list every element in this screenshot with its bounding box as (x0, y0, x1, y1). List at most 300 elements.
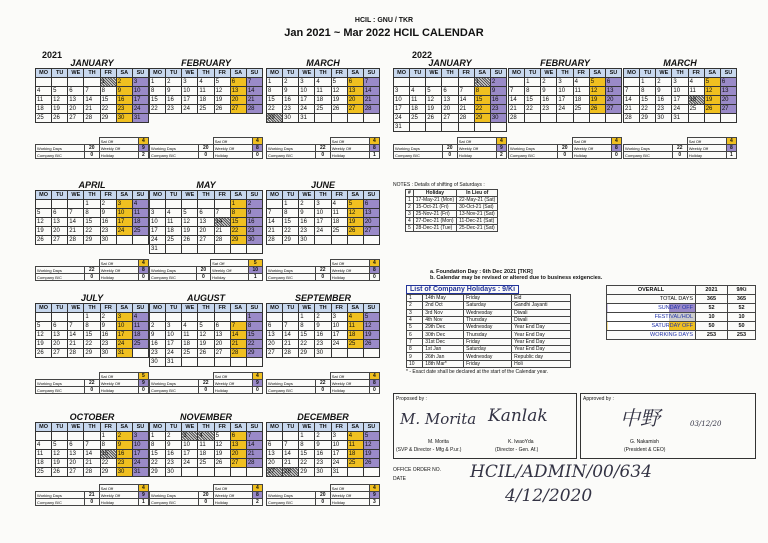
overall-cell: 10 (728, 313, 756, 322)
day-cell: 19 (182, 227, 198, 236)
day-cell: 30 (117, 468, 133, 477)
day-cell: 28 (215, 236, 231, 245)
day-cell: 19 (52, 105, 68, 114)
notes-row (406, 225, 498, 232)
day-cell: 1 (101, 78, 117, 87)
day-cell: 28 (459, 114, 475, 123)
day-cell: 25 (348, 340, 364, 349)
day-cell: 8 (525, 87, 541, 96)
day-cell: 28 (247, 105, 263, 114)
overall-row (607, 322, 756, 331)
day-cell: 6 (442, 87, 458, 96)
day-cell: 6 (231, 78, 247, 87)
working-days-value: 22 (198, 380, 213, 387)
day-cell: 12 (426, 96, 442, 105)
day-cell: 11 (36, 450, 52, 459)
day-cell: 25 (332, 227, 348, 236)
notes-cell: 4 (406, 218, 414, 225)
day-cell: 19 (52, 459, 68, 468)
notes-cell: 25-Dec-21 (Sat) (457, 225, 498, 232)
day-cell: 1 (150, 432, 166, 441)
holiday-cell: Republic day (512, 353, 571, 360)
company-bc-label: Company B/C (267, 152, 316, 159)
day-header: FR (574, 69, 590, 78)
month-grid (508, 68, 622, 123)
empty-cell (442, 123, 458, 132)
day-cell: 20 (68, 459, 84, 468)
overall-row (607, 313, 756, 322)
signer-1-name: M. Morita (428, 439, 449, 445)
sat-off-label: Sat Off (330, 260, 369, 267)
day-cell: 15 (84, 331, 100, 340)
overall-cell: 365 (728, 295, 756, 304)
day-cell: 20 (721, 96, 737, 105)
day-cell: 22 (84, 227, 100, 236)
holiday-cell: 3 (407, 309, 423, 316)
working-days-value: 22 (84, 267, 99, 274)
day-header: WE (182, 423, 198, 432)
day-cell: 26 (705, 105, 721, 114)
day-cell: 9 (656, 87, 672, 96)
month-summary (266, 259, 380, 278)
day-cell: 11 (133, 209, 149, 218)
month-grid (35, 303, 149, 358)
day-cell: 1 (84, 200, 100, 209)
weekly-off-label: Weekly Off (330, 492, 369, 499)
day-cell: 13 (267, 331, 283, 340)
day-cell: 20 (215, 340, 231, 349)
empty-cell (574, 114, 590, 123)
day-cell: 3 (166, 322, 182, 331)
notes-table (405, 189, 498, 232)
day-cell: 31 (133, 468, 149, 477)
sat-off-label: Sat Off (99, 485, 138, 492)
day-header: TU (283, 191, 299, 200)
empty-cell (541, 114, 557, 123)
day-cell: 21 (624, 105, 640, 114)
holidays-footnote: * - Exact date shall be declared at the start of the Calendar year. (406, 368, 549, 375)
day-cell: 16 (117, 450, 133, 459)
day-cell: 21 (68, 227, 84, 236)
day-cell: 3 (182, 78, 198, 87)
day-cell: 9 (117, 441, 133, 450)
sat-off-value: 4 (252, 373, 262, 380)
overall-cell: 50 (696, 322, 728, 331)
day-cell: 21 (459, 105, 475, 114)
empty-cell (283, 432, 299, 441)
day-cell: 6 (198, 209, 214, 218)
day-header: MO (150, 191, 166, 200)
day-cell: 19 (364, 331, 380, 340)
day-cell: 23 (166, 459, 182, 468)
day-cell: 13 (68, 96, 84, 105)
day-cell: 25 (689, 105, 705, 114)
weekly-off-value: 8 (252, 492, 262, 499)
day-cell: 6 (215, 322, 231, 331)
month-calendar (149, 412, 263, 477)
day-cell: 15 (640, 96, 656, 105)
day-cell: 28 (84, 468, 100, 477)
empty-cell (332, 114, 348, 123)
day-cell: 9 (166, 441, 182, 450)
company-bc-value: 0 (198, 499, 213, 506)
day-cell: 27 (52, 236, 68, 245)
holiday-cell: 4th Nov (423, 316, 464, 323)
empty-cell (68, 200, 84, 209)
weekly-off-label: Weekly Off (211, 267, 249, 274)
weekly-off-value: 8 (611, 145, 621, 152)
day-cell: 22 (101, 105, 117, 114)
month-summary (266, 137, 380, 156)
empty-cell (215, 313, 231, 322)
day-header: TH (442, 69, 458, 78)
day-cell: 9 (117, 87, 133, 96)
day-header: TU (640, 69, 656, 78)
day-cell: 23 (315, 340, 331, 349)
weekly-off-value: 8 (726, 145, 736, 152)
day-header: MO (267, 191, 283, 200)
day-cell: 13 (267, 450, 283, 459)
company-bc-label: Company B/C (267, 274, 316, 281)
empty-cell (198, 245, 214, 254)
notes-col: # (406, 190, 414, 197)
day-cell: 20 (442, 105, 458, 114)
sat-off-value: 4 (369, 485, 379, 492)
empty-cell (348, 114, 364, 123)
notes-col: In Lieu of (457, 190, 498, 197)
foundation-notes (430, 269, 602, 281)
sat-off-value: 4 (369, 373, 379, 380)
day-cell: 7 (231, 322, 247, 331)
day-cell: 4 (133, 200, 149, 209)
day-cell: 3 (117, 313, 133, 322)
empty-cell (215, 200, 231, 209)
holiday-row (407, 324, 571, 331)
day-cell: 3 (394, 87, 410, 96)
day-cell: 1 (475, 78, 491, 87)
day-header: WE (299, 423, 315, 432)
day-cell: 14 (509, 96, 525, 105)
day-cell: 24 (182, 459, 198, 468)
day-cell: 15 (150, 450, 166, 459)
empty-cell (590, 114, 606, 123)
empty-cell (231, 358, 247, 367)
day-cell: 31 (299, 114, 315, 123)
month-calendar (623, 58, 737, 123)
day-cell: 29 (640, 114, 656, 123)
month-name: MARCH (663, 58, 697, 68)
day-cell: 22 (299, 459, 315, 468)
day-cell: 26 (198, 349, 214, 358)
foundation-day-note: a. Foundation Day : 6th Dec 2021 [TKR] (430, 269, 533, 275)
company-bc-value: 0 (196, 274, 210, 281)
sat-off-label: Sat Off (99, 373, 138, 380)
day-cell: 29 (283, 236, 299, 245)
day-cell: 13 (348, 87, 364, 96)
overall-cell: WORKING DAYS (607, 331, 696, 340)
day-cell: 27 (198, 236, 214, 245)
holiday-cell: Wednesday (464, 353, 512, 360)
day-cell: 9 (283, 87, 299, 96)
day-header: FR (101, 69, 117, 78)
day-cell: 23 (491, 105, 507, 114)
month-summary (266, 372, 380, 391)
day-cell: 17 (133, 96, 149, 105)
day-header: SU (133, 423, 149, 432)
empty-cell (36, 78, 52, 87)
empty-cell (459, 123, 475, 132)
day-cell: 18 (133, 331, 149, 340)
day-cell: 2 (150, 322, 166, 331)
day-cell: 29 (247, 349, 263, 358)
day-header: TU (410, 69, 426, 78)
notes-title: NOTES : Details of shifting of Saturdays : (393, 182, 485, 188)
day-cell: 6 (721, 78, 737, 87)
holiday-cell: 8 (407, 346, 423, 353)
day-header: TU (283, 69, 299, 78)
signer-2-role: (Director - Gen. Af.) (495, 447, 539, 453)
month-summary (149, 137, 263, 156)
day-header: SU (247, 423, 263, 432)
day-cell: 4 (574, 78, 590, 87)
day-cell: 19 (36, 340, 52, 349)
day-cell: 7 (215, 209, 231, 218)
month-summary (35, 259, 149, 278)
day-cell: 12 (364, 441, 380, 450)
month-summary (508, 137, 622, 156)
day-cell: 8 (150, 441, 166, 450)
notes-col: Holiday (413, 190, 456, 197)
holiday-label: Holiday (330, 274, 369, 281)
day-header: WE (182, 69, 198, 78)
day-cell: 30 (247, 236, 263, 245)
day-header: FR (332, 69, 348, 78)
day-cell: 24 (133, 105, 149, 114)
day-cell: 2 (299, 200, 315, 209)
day-header: SA (231, 69, 247, 78)
empty-cell (36, 432, 52, 441)
empty-cell (394, 78, 410, 87)
working-days-value: 22 (672, 145, 687, 152)
day-cell: 1 (231, 200, 247, 209)
weekly-off-label: Weekly Off (457, 145, 496, 152)
overall-col: 2021 (696, 286, 728, 295)
day-header: SU (247, 304, 263, 313)
day-cell: 23 (166, 105, 182, 114)
day-cell: 5 (364, 313, 380, 322)
day-cell: 29 (150, 468, 166, 477)
day-cell: 15 (101, 450, 117, 459)
holiday-value: 0 (252, 152, 262, 159)
day-cell: 25 (410, 114, 426, 123)
day-cell: 29 (101, 114, 117, 123)
day-cell: 16 (491, 96, 507, 105)
day-cell: 9 (491, 87, 507, 96)
empty-cell (315, 236, 331, 245)
empty-cell (231, 245, 247, 254)
day-cell: 8 (299, 322, 315, 331)
day-cell: 31 (133, 114, 149, 123)
day-cell: 18 (332, 218, 348, 227)
day-cell: 25 (574, 105, 590, 114)
notes-cell: 22-May-21 (Sat) (457, 197, 498, 204)
holiday-cell: 1 (407, 295, 423, 302)
day-cell: 7 (68, 209, 84, 218)
day-cell: 2 (117, 432, 133, 441)
day-cell: 17 (315, 218, 331, 227)
empty-cell (332, 349, 348, 358)
day-cell: 24 (150, 236, 166, 245)
day-header: MO (36, 69, 52, 78)
empty-cell (215, 358, 231, 367)
month-grid (266, 68, 380, 123)
day-header: MO (267, 423, 283, 432)
day-header: MO (36, 423, 52, 432)
holiday-row (407, 316, 571, 323)
day-header: TH (672, 69, 688, 78)
sat-off-value: 4 (138, 138, 148, 145)
day-cell: 24 (182, 105, 198, 114)
sat-off-label: Sat Off (213, 138, 252, 145)
month-grid (149, 68, 263, 114)
empty-cell (215, 245, 231, 254)
day-cell: 16 (150, 340, 166, 349)
day-cell: 30 (166, 468, 182, 477)
day-cell: 15 (247, 331, 263, 340)
day-cell: 20 (68, 105, 84, 114)
weekly-off-label: Weekly Off (213, 492, 252, 499)
day-header: TU (283, 423, 299, 432)
day-cell: 8 (299, 441, 315, 450)
day-cell: 16 (315, 450, 331, 459)
day-header: TH (198, 69, 214, 78)
month-name: APRIL (78, 180, 106, 190)
holiday-row (407, 346, 571, 353)
empty-cell (52, 432, 68, 441)
sat-off-value: 4 (252, 138, 262, 145)
day-cell: 17 (394, 105, 410, 114)
day-cell: 1 (150, 78, 166, 87)
day-cell: 17 (166, 340, 182, 349)
day-cell: 26 (364, 459, 380, 468)
day-cell: 13 (364, 209, 380, 218)
day-cell: 24 (166, 349, 182, 358)
day-header: MO (150, 304, 166, 313)
month-name: SEPTEMBER (294, 293, 351, 303)
day-cell: 30 (315, 468, 331, 477)
day-cell: 12 (364, 322, 380, 331)
day-header: TH (198, 304, 214, 313)
holiday-row (407, 360, 571, 367)
notes-row (406, 218, 498, 225)
day-cell: 28 (247, 459, 263, 468)
company-bc-label: Company B/C (267, 499, 316, 506)
empty-cell (36, 313, 52, 322)
day-cell: 7 (283, 441, 299, 450)
month-calendar (35, 412, 149, 477)
day-cell: 27 (231, 105, 247, 114)
day-header: FR (332, 304, 348, 313)
empty-cell (231, 313, 247, 322)
sat-off-label: Sat Off (330, 138, 369, 145)
working-days-label: Working Days (36, 267, 85, 274)
weekly-off-label: Weekly Off (330, 145, 369, 152)
day-cell: 2 (315, 432, 331, 441)
day-cell: 28 (364, 105, 380, 114)
signature-3: 中野 (620, 406, 660, 430)
day-cell: 3 (150, 209, 166, 218)
sat-off-value: 4 (252, 485, 262, 492)
month-name: OCTOBER (69, 412, 115, 422)
holiday-cell: 10 (407, 360, 423, 367)
day-header: TH (315, 304, 331, 313)
day-cell: 4 (410, 87, 426, 96)
holiday-cell: 29th Dec (423, 324, 464, 331)
empty-cell (182, 245, 198, 254)
day-cell: 17 (557, 96, 573, 105)
empty-cell (182, 313, 198, 322)
day-header: MO (509, 69, 525, 78)
signature-1: M. Morita (400, 410, 477, 428)
notes-cell: 25-Nov-21 (Fri) (413, 211, 456, 218)
day-cell: 24 (133, 459, 149, 468)
day-cell: 6 (267, 322, 283, 331)
company-bc-label: Company B/C (36, 152, 85, 159)
weekly-off-value: 8 (369, 145, 379, 152)
holiday-row (407, 331, 571, 338)
month-calendar (149, 58, 263, 114)
day-cell: 5 (348, 200, 364, 209)
company-bc-label: Company B/C (267, 387, 316, 394)
working-days-label: Working Days (267, 380, 316, 387)
month-name: MARCH (306, 58, 340, 68)
day-cell: 22 (150, 105, 166, 114)
day-header: FR (332, 191, 348, 200)
day-cell: 10 (332, 322, 348, 331)
day-cell: 3 (133, 432, 149, 441)
day-cell: 27 (52, 349, 68, 358)
day-cell: 18 (574, 96, 590, 105)
holiday-label: Holiday (213, 387, 252, 394)
holiday-cell: 3rd Nov (423, 309, 464, 316)
working-days-value: 22 (84, 380, 99, 387)
saturday-shift-notes (393, 182, 563, 232)
notes-cell: 11-Dec-21 (Sat) (457, 218, 498, 225)
day-cell: 3 (299, 78, 315, 87)
day-header: TH (557, 69, 573, 78)
day-cell: 21 (231, 340, 247, 349)
month-grid (149, 303, 263, 367)
day-cell: 13 (231, 441, 247, 450)
day-cell: 1 (247, 313, 263, 322)
empty-cell (606, 114, 622, 123)
overall-col: 9/Ki (728, 286, 756, 295)
working-days-label: Working Days (267, 267, 316, 274)
day-cell: 22 (475, 105, 491, 114)
day-cell: 24 (672, 105, 688, 114)
day-cell: 4 (36, 441, 52, 450)
day-cell: 31 (672, 114, 688, 123)
day-cell: 2 (247, 200, 263, 209)
holiday-label: Holiday (213, 152, 252, 159)
day-cell: 16 (166, 96, 182, 105)
day-cell: 21 (247, 96, 263, 105)
day-cell: 11 (348, 441, 364, 450)
company-bc-label: Company B/C (394, 152, 443, 159)
day-cell: 25 (36, 114, 52, 123)
empty-cell (166, 313, 182, 322)
weekly-off-value: 8 (369, 267, 379, 274)
